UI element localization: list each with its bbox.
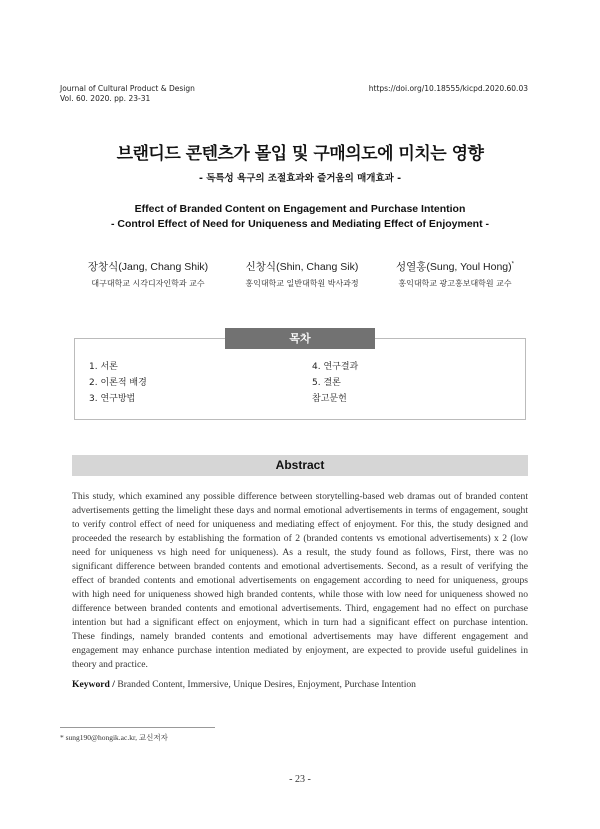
abstract-line: proceeded the research by establishing the formation of 2 (branded contents vs emotional advertisements) x 2 (low [72, 533, 528, 544]
keyword-list: Branded Content, Immersive, Unique Desires, Enjoyment, Purchase Intention [117, 679, 416, 690]
abstract-heading: Abstract [72, 455, 528, 476]
english-title: Effect of Branded Content on Engagement and Purchase Intention [134, 203, 466, 215]
corresponding-mark: * [511, 261, 514, 268]
korean-subtitle: - 독특성 욕구의 조절효과와 즐거움의 매개효과 - [198, 173, 402, 184]
author-3 [380, 260, 530, 289]
abstract-line: theory and practice. [72, 659, 148, 670]
footnote: * sung190@hongik.ac.kr, 교신저자 [60, 733, 168, 742]
keyword-label: Keyword / [72, 679, 115, 690]
journal-name: Journal of Cultural Product & Design [60, 84, 195, 93]
toc-item: 참고문헌 [312, 394, 347, 404]
toc-item: 4. 연구결과 [312, 362, 359, 372]
author-affiliation: 홍익대학교 일반대학원 박사과정 [245, 279, 359, 288]
abstract-line: to verify control effect of need for uniqueness and mediating effect of enjoyment. For this, the study designed and [72, 519, 528, 530]
author-name: 신창식(Shin, Chang Sik) [245, 261, 359, 273]
abstract-line: intention but had a significant effect on enjoyment, which in turn had a significant effect on purchase intention. [72, 617, 528, 628]
doi-link[interactable]: https://doi.org/10.18555/kicpd.2020.60.03 [368, 84, 528, 93]
korean-title: 브랜디드 콘텐츠가 몰입 및 구매의도에 미치는 영향 [116, 144, 484, 164]
english-subtitle: - Control Effect of Need for Uniqueness and Mediating Effect of Enjoyment - [110, 218, 489, 230]
toc-item: 3. 연구방법 [89, 394, 136, 404]
author-name: 성열홍(Sung, Youl Hong) [395, 261, 512, 273]
author-2 [227, 260, 377, 289]
footnote-divider [60, 727, 215, 728]
abstract-line: This study, which examined any possible difference between storytelling-based web dramas out of branded content [72, 491, 528, 502]
author-affiliation: 홍익대학교 광고홍보대학원 교수 [398, 279, 512, 288]
abstract-line: with high need for uniqueness showed high branded contents, while those with low need for uniqueness showed no [72, 589, 528, 600]
abstract-line: significant difference between branded contents and emotional advertisements. Second, as a result of verifying the [72, 561, 528, 572]
abstract-line: difference between branded contents and emotional advertisements. Third, engagement had no effect on purchase [72, 603, 528, 614]
toc-title: 목차 [225, 328, 375, 349]
toc-item: 1. 서론 [89, 362, 118, 372]
author-name: 장창식(Jang, Chang Shik) [87, 261, 209, 273]
abstract-section [72, 490, 528, 692]
author-1 [73, 260, 223, 289]
abstract-line: advertisements getting the limelight these days and normal emotional advertisements in terms of engagement, sought [72, 505, 528, 516]
page-number: - 23 - [289, 774, 311, 785]
toc-item: 5. 결론 [312, 378, 341, 388]
abstract-line: engagement may enhance purchase intention mediated by enjoyment, are expected to provide useful guidelines in [72, 645, 528, 656]
abstract-line: effect of branded contents and emotional advertisements on engagement according to need for uniqueness, groups [72, 575, 528, 586]
journal-info [60, 84, 195, 104]
abstract-line: need for uniqueness vs high need for uniqueness). As a result, the study found as follows, First, there was no [72, 547, 528, 558]
keywords [72, 678, 528, 692]
title-block [0, 142, 600, 232]
author-affiliation: 대구대학교 시각디자인학과 교수 [91, 279, 205, 288]
abstract-body [72, 490, 528, 672]
journal-volume: Vol. 60. 2020. pp. 23-31 [60, 94, 151, 103]
toc-item: 2. 이론적 배경 [89, 378, 147, 388]
abstract-line: These findings, namely branded contents and emotional advertisements may have different engagement and [72, 631, 528, 642]
